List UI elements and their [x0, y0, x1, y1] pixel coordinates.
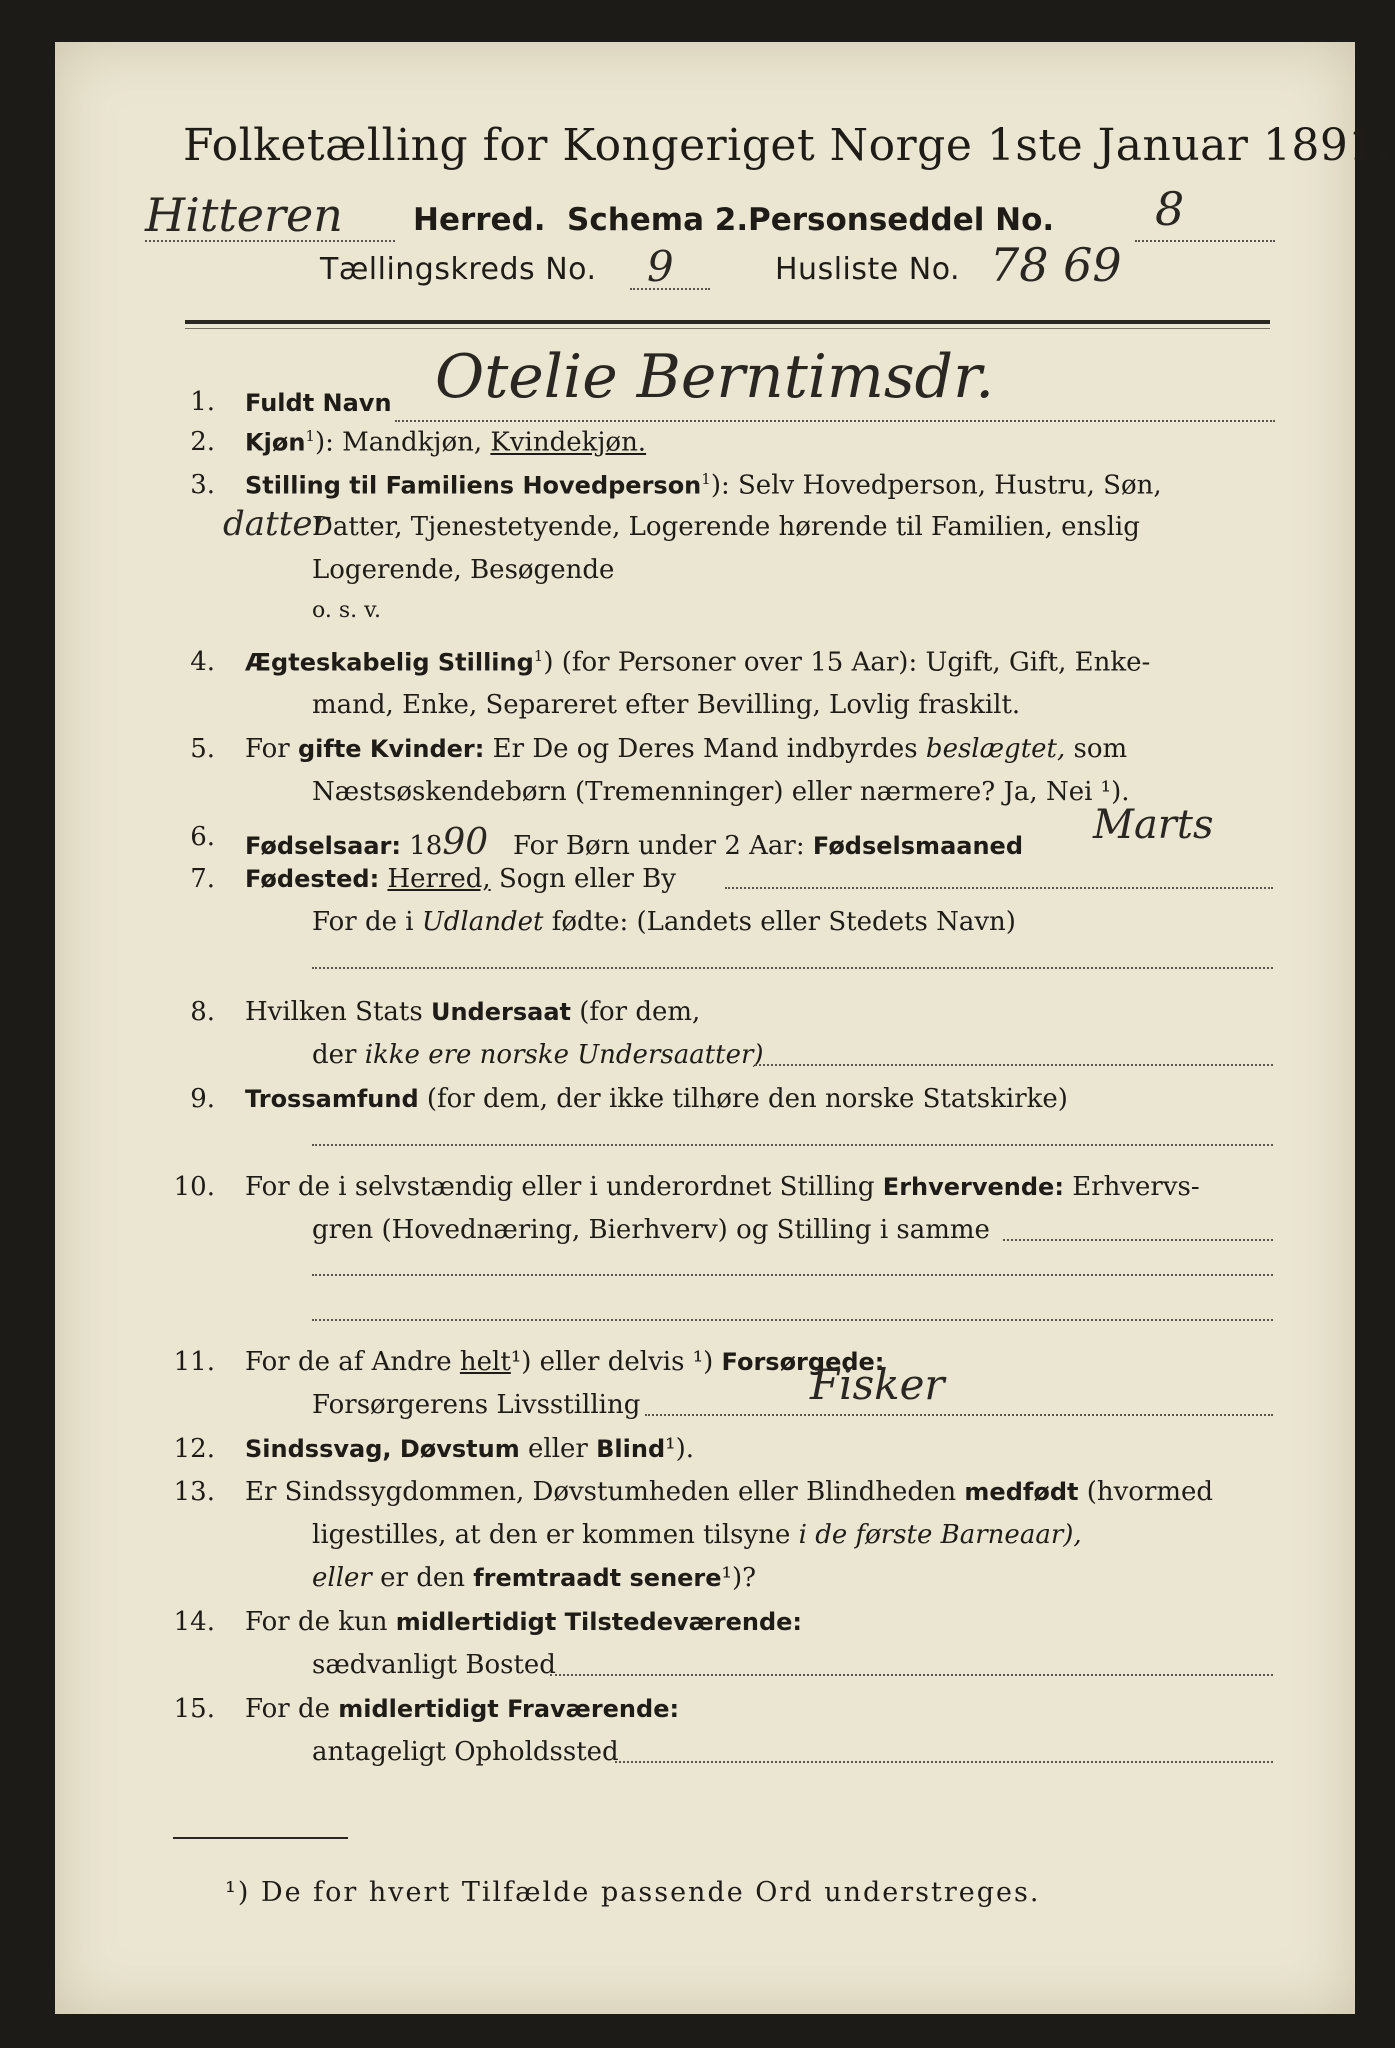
form-title: Folketælling for Kongeriget Norge 1ste Januar 1891. [183, 120, 1392, 171]
q1-dotted-line [395, 420, 1275, 422]
q5-number: 5. [190, 734, 215, 764]
husliste-number: 78 69 [990, 238, 1122, 292]
personseddel-dotted-line [1135, 240, 1275, 242]
q5-label: gifte Kvinder: [297, 735, 485, 763]
q14-label: midlertidigt Tilstedeværende: [395, 1608, 803, 1636]
q15-label: midlertidigt Fraværende: [338, 1695, 680, 1723]
q3-line4: o. s. v. [312, 598, 381, 623]
q13-number: 13. [173, 1477, 215, 1507]
q12-line [245, 1434, 694, 1464]
q13-line1 [245, 1477, 1213, 1507]
q7-line2-b: fødte: (Landets eller Stedets Navn) [551, 907, 1016, 937]
q4-line1-text: ) (for Personer over 15 Aar): Ugift, Gift, Enke- [543, 647, 1151, 678]
q3-line1 [245, 470, 1162, 501]
q13-line3-b: ¹)? [721, 1563, 757, 1593]
herred-dotted-line [145, 240, 395, 242]
q6-line [245, 822, 1023, 863]
q14-line1 [245, 1607, 802, 1637]
q9-number: 9. [190, 1084, 215, 1114]
q3-line3: Logerende, Besøgende [312, 555, 615, 585]
q13-line3-italic: eller [312, 1563, 372, 1593]
q10-text-b: Erhvervs- [1072, 1172, 1200, 1202]
q1-label: Fuldt Navn [245, 389, 392, 417]
herred-label: Herred. [413, 202, 546, 238]
q5-text-b: Er De og Deres Mand indbyrdes [492, 734, 918, 764]
q8-line2 [312, 1040, 764, 1070]
q10-answer-line1 [312, 1274, 1273, 1276]
q9-line [245, 1084, 1068, 1114]
q12-label: Sindssvag, Døvstum [245, 1435, 520, 1463]
q3-line1-text: ): Selv Hovedperson, Hustru, Søn, [710, 470, 1162, 501]
q12-text-b: ¹). [665, 1434, 694, 1464]
q8-label: Undersaat [430, 998, 571, 1026]
q2-label: Kjøn [245, 428, 306, 457]
q11-line1 [245, 1347, 884, 1377]
q5-text-c: som [1073, 734, 1128, 764]
q13-label2: fremtraadt senere [473, 1564, 722, 1592]
q5-line1 [245, 734, 1127, 764]
q10-number: 10. [173, 1172, 215, 1202]
q10-dotted-line [1003, 1239, 1273, 1241]
q9-answer-line [312, 1144, 1273, 1146]
herred-handwritten: Hitteren [145, 188, 343, 242]
q3-footnote-mark: 1 [701, 470, 711, 488]
q7-line2-italic: Udlandet [421, 907, 544, 937]
q7-dotted-line [725, 887, 1273, 889]
q4-line1 [245, 647, 1150, 678]
taellingskreds-label: Tællingskreds No. [320, 252, 597, 287]
footnote-text: ¹) De for hvert Tilfælde passende Ord understreges. [225, 1877, 1041, 1908]
q6-label2: Fødselsmaaned [812, 832, 1023, 860]
q4-line2: mand, Enke, Separeret efter Bevilling, Lovlig fraskilt. [312, 690, 1021, 720]
taellingskreds-number: 9 [647, 242, 674, 291]
q6-prefix: 18 [409, 831, 443, 861]
q14-number: 14. [173, 1607, 215, 1637]
q11-label: Forsørgede: [721, 1348, 885, 1376]
q2-text-a: ): Mandkjøn, [314, 427, 483, 458]
q14-dotted-line [550, 1674, 1273, 1676]
q11-dotted-line [645, 1414, 1273, 1416]
q2-text-b: Kvindekjøn. [490, 427, 647, 458]
q13-line3 [312, 1563, 756, 1593]
census-form-sheet [55, 42, 1392, 2014]
q6-number: 6. [190, 822, 215, 852]
header-rule [185, 320, 1270, 324]
personseddel-number: 8 [1155, 182, 1185, 236]
q11-helt: helt [459, 1347, 511, 1377]
q13-line1-a: Er Sindssygdommen, Døvstumheden eller Blindheden [245, 1477, 957, 1507]
q7-line2-a: For de i [312, 907, 414, 937]
q7-text-a: Herred, [387, 864, 491, 894]
q8-line1 [245, 997, 700, 1027]
q15-dotted-line [615, 1761, 1273, 1763]
q9-text: (for dem, der ikke tilhøre den norske Statskirke) [426, 1084, 1068, 1114]
q11-text-a: For de af Andre [245, 1347, 452, 1377]
q10-label: Erhvervende: [882, 1173, 1064, 1201]
taellingskreds-dotted-line [630, 288, 710, 290]
q11-number: 11. [173, 1347, 215, 1377]
q3-line2: Datter, Tjenestetyende, Logerende hørende til Familien, enslig [312, 512, 1140, 542]
q5-text-a: For [245, 734, 290, 764]
q9-label: Trossamfund [245, 1085, 419, 1113]
q13-line2-a: ligestilles, at den er kommen tilsyne [312, 1520, 791, 1550]
q5-line2: Næstsøskendebørn (Tremenninger) eller nærmere? Ja, Nei ¹). [312, 777, 1130, 807]
q7-line2 [312, 907, 1016, 937]
q12-number: 12. [173, 1434, 215, 1464]
q8-number: 8. [190, 997, 215, 1027]
q10-line1 [245, 1172, 1200, 1202]
q1-number: 1. [190, 387, 215, 417]
q3-number: 3. [190, 470, 215, 500]
q14-line2: sædvanligt Bosted [312, 1650, 556, 1680]
q15-line2: antageligt Opholdssted [312, 1737, 619, 1767]
q12-text-a: eller [528, 1434, 588, 1464]
q2-footnote-mark: 1 [305, 427, 315, 445]
q11-line2: Forsørgerens Livsstilling [312, 1390, 641, 1420]
q11-handwritten: Fisker [810, 1360, 945, 1409]
q3-handwritten: datter [223, 504, 329, 544]
q10-line2: gren (Hovednæring, Bierhverv) og Stilling i samme [312, 1215, 990, 1245]
q8-text-a: Hvilken Stats [245, 997, 423, 1027]
q15-line1 [245, 1694, 679, 1724]
personseddel-label: Personseddel No. [748, 202, 1055, 238]
q8-line2-italic: ikke ere norske Undersaatter) [364, 1040, 764, 1070]
q8-line2-a: der [312, 1040, 357, 1070]
footnote-rule [173, 1837, 348, 1839]
q4-number: 4. [190, 647, 215, 677]
q6-year-handwritten: 90 [442, 822, 489, 863]
q12-label2: Blind [596, 1435, 666, 1463]
q10-text-a: For de i selvstændig eller i underordnet Stilling [245, 1172, 875, 1202]
q7-number: 7. [190, 864, 215, 894]
q4-footnote-mark: 1 [533, 647, 544, 665]
q6-month-handwritten: Marts [1093, 802, 1214, 848]
q13-line1-b: (hvormed [1086, 1477, 1214, 1507]
q15-text-a: For de [245, 1694, 330, 1724]
header-rule-thin [185, 328, 1270, 329]
q10-answer-line2 [312, 1319, 1273, 1321]
q2-line [245, 427, 646, 458]
q4-label: Ægteskabelig Stilling [245, 648, 534, 677]
q5-text-italic: beslægtet, [925, 734, 1066, 764]
q3-label: Stilling til Familiens Hovedperson [245, 471, 702, 500]
q1-name-answer: Otelie Berntimsdr. [435, 342, 995, 412]
q8-dotted-line [755, 1064, 1273, 1066]
q7-label: Fødested: [245, 865, 380, 893]
q6-text-b: For Børn under 2 Aar: [512, 831, 805, 861]
q7-text-b: Sogn eller By [498, 864, 676, 894]
q11-text-b: ¹) eller delvis ¹) [510, 1347, 714, 1377]
q15-number: 15. [173, 1694, 215, 1724]
q6-label: Fødselsaar: [245, 832, 401, 860]
q13-line2-italic: i de første Barneaar), [798, 1520, 1082, 1550]
q13-line3-a: er den [380, 1563, 465, 1593]
q2-number: 2. [190, 427, 215, 457]
q8-text-b: (for dem, [579, 997, 701, 1027]
husliste-label: Husliste No. [775, 252, 961, 287]
q14-text-a: For de kun [245, 1607, 388, 1637]
q13-label: medfødt [964, 1478, 1079, 1506]
q7-line1 [245, 864, 676, 894]
schema-label: Schema 2. [567, 202, 749, 238]
q13-line2 [312, 1520, 1082, 1550]
q7-answer-line [312, 967, 1273, 969]
